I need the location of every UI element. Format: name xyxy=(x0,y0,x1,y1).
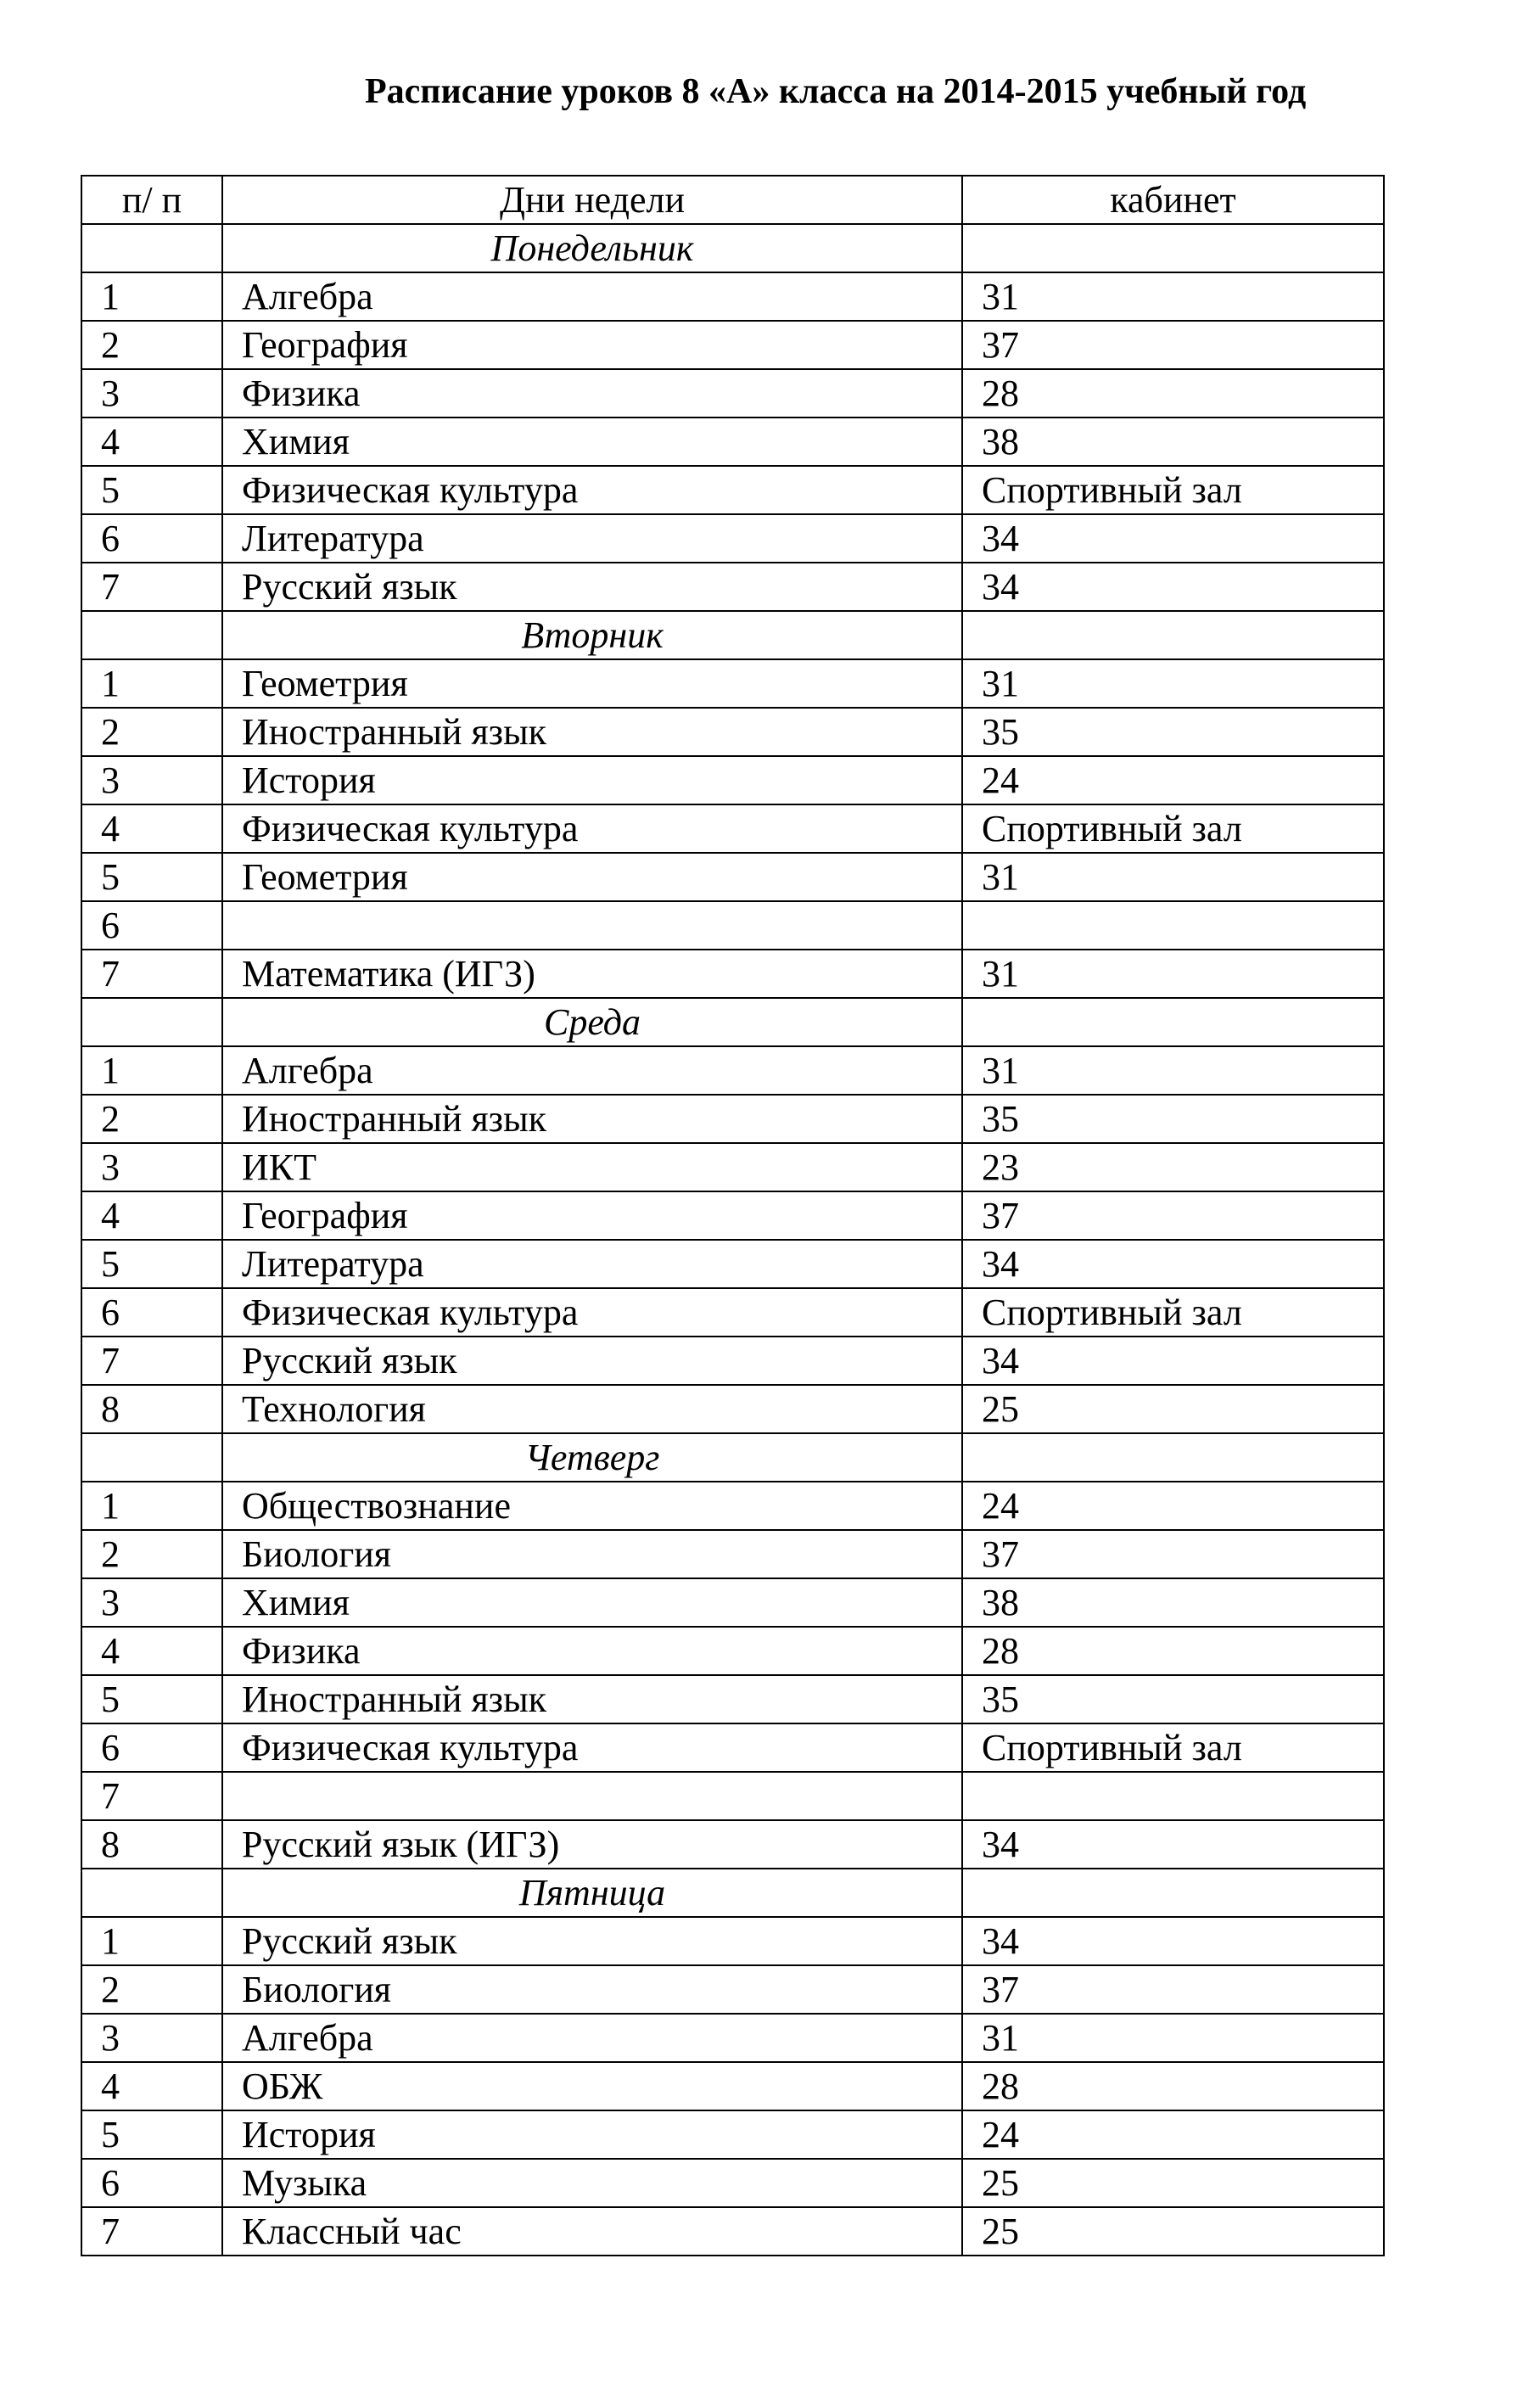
lesson-room: 34 xyxy=(962,563,1384,611)
lesson-number: 4 xyxy=(81,1627,222,1675)
schedule-body xyxy=(81,176,1384,2256)
lesson-subject: Биология xyxy=(222,1530,962,1578)
lesson-number: 5 xyxy=(81,1675,222,1723)
lesson-row xyxy=(81,321,1384,369)
lesson-room: 28 xyxy=(962,369,1384,418)
lesson-number: 6 xyxy=(81,901,222,950)
header-row xyxy=(81,176,1384,224)
lesson-number: 5 xyxy=(81,853,222,901)
lesson-number: 4 xyxy=(81,418,222,466)
header-num: п/ п xyxy=(81,176,222,224)
lesson-row xyxy=(81,1143,1384,1191)
lesson-subject: Литература xyxy=(222,514,962,563)
lesson-room xyxy=(962,1772,1384,1820)
lesson-room: 31 xyxy=(962,1046,1384,1095)
lesson-row xyxy=(81,756,1384,804)
lesson-subject: Музыка xyxy=(222,2159,962,2207)
lesson-row xyxy=(81,1627,1384,1675)
lesson-number: 4 xyxy=(81,1191,222,1240)
day-row xyxy=(81,998,1384,1046)
lesson-row xyxy=(81,1191,1384,1240)
lesson-subject: Геометрия xyxy=(222,853,962,901)
lesson-number: 3 xyxy=(81,1143,222,1191)
lesson-subject: Алгебра xyxy=(222,2014,962,2062)
day-room-cell xyxy=(962,1869,1384,1917)
lesson-subject: Литература xyxy=(222,1240,962,1288)
lesson-room: 25 xyxy=(962,2207,1384,2256)
lesson-row xyxy=(81,1046,1384,1095)
lesson-room: 34 xyxy=(962,1240,1384,1288)
lesson-row xyxy=(81,1288,1384,1337)
lesson-room: 24 xyxy=(962,2110,1384,2159)
schedule-table xyxy=(81,175,1385,2256)
lesson-subject: Математика (ИГЗ) xyxy=(222,950,962,998)
lesson-number: 7 xyxy=(81,1337,222,1385)
lesson-row xyxy=(81,1772,1384,1820)
lesson-row xyxy=(81,1240,1384,1288)
lesson-row xyxy=(81,418,1384,466)
lesson-number: 1 xyxy=(81,272,222,321)
lesson-room: 37 xyxy=(962,1965,1384,2014)
day-room-cell xyxy=(962,224,1384,272)
lesson-room: 24 xyxy=(962,756,1384,804)
lesson-number: 3 xyxy=(81,756,222,804)
lesson-number: 2 xyxy=(81,1095,222,1143)
lesson-number: 5 xyxy=(81,1240,222,1288)
lesson-room: 28 xyxy=(962,1627,1384,1675)
lesson-room: 34 xyxy=(962,1917,1384,1965)
day-room-cell xyxy=(962,998,1384,1046)
lesson-number: 6 xyxy=(81,2159,222,2207)
lesson-room: 31 xyxy=(962,659,1384,708)
lesson-number: 2 xyxy=(81,708,222,756)
day-row xyxy=(81,224,1384,272)
day-room-cell xyxy=(962,1433,1384,1482)
lesson-number: 4 xyxy=(81,804,222,853)
lesson-room: 25 xyxy=(962,1385,1384,1433)
lesson-room: 31 xyxy=(962,950,1384,998)
lesson-number: 3 xyxy=(81,1578,222,1627)
day-num-cell xyxy=(81,611,222,659)
lesson-room: 34 xyxy=(962,514,1384,563)
lesson-number: 1 xyxy=(81,659,222,708)
lesson-subject: История xyxy=(222,2110,962,2159)
lesson-subject: Физика xyxy=(222,1627,962,1675)
lesson-room: 31 xyxy=(962,853,1384,901)
lesson-room: 31 xyxy=(962,2014,1384,2062)
lesson-subject xyxy=(222,901,962,950)
lesson-number: 7 xyxy=(81,2207,222,2256)
lesson-room: 31 xyxy=(962,272,1384,321)
lesson-room: 35 xyxy=(962,708,1384,756)
lesson-number: 5 xyxy=(81,2110,222,2159)
lesson-subject: Физическая культура xyxy=(222,466,962,514)
lesson-number: 1 xyxy=(81,1917,222,1965)
lesson-number: 1 xyxy=(81,1046,222,1095)
lesson-room: 28 xyxy=(962,2062,1384,2110)
day-name: Понедельник xyxy=(222,224,962,272)
lesson-subject: ИКТ xyxy=(222,1143,962,1191)
lesson-row xyxy=(81,1820,1384,1869)
lesson-subject: История xyxy=(222,756,962,804)
lesson-row xyxy=(81,804,1384,853)
lesson-row xyxy=(81,901,1384,950)
lesson-room: 24 xyxy=(962,1482,1384,1530)
lesson-subject: Русский язык xyxy=(222,1917,962,1965)
lesson-room: Спортивный зал xyxy=(962,1288,1384,1337)
day-name: Среда xyxy=(222,998,962,1046)
lesson-subject: Физическая культура xyxy=(222,1288,962,1337)
lesson-room: 23 xyxy=(962,1143,1384,1191)
lesson-number: 1 xyxy=(81,1482,222,1530)
lesson-subject: Алгебра xyxy=(222,272,962,321)
lesson-row xyxy=(81,1578,1384,1627)
lesson-subject: Биология xyxy=(222,1965,962,2014)
lesson-number: 2 xyxy=(81,321,222,369)
lesson-subject: Русский язык (ИГЗ) xyxy=(222,1820,962,1869)
lesson-number: 6 xyxy=(81,514,222,563)
lesson-number: 6 xyxy=(81,1723,222,1772)
lesson-subject: ОБЖ xyxy=(222,2062,962,2110)
day-num-cell xyxy=(81,224,222,272)
day-name: Четверг xyxy=(222,1433,962,1482)
lesson-subject: Физическая культура xyxy=(222,1723,962,1772)
lesson-row xyxy=(81,2159,1384,2207)
day-row xyxy=(81,1433,1384,1482)
lesson-room xyxy=(962,901,1384,950)
lesson-number: 5 xyxy=(81,466,222,514)
day-row xyxy=(81,611,1384,659)
lesson-subject: Алгебра xyxy=(222,1046,962,1095)
header-room: кабинет xyxy=(962,176,1384,224)
lesson-room: 25 xyxy=(962,2159,1384,2207)
lesson-subject xyxy=(222,1772,962,1820)
lesson-subject: Геометрия xyxy=(222,659,962,708)
lesson-row xyxy=(81,1337,1384,1385)
lesson-row xyxy=(81,2014,1384,2062)
lesson-row xyxy=(81,1723,1384,1772)
lesson-subject: География xyxy=(222,321,962,369)
lesson-subject: Иностранный язык xyxy=(222,1675,962,1723)
lesson-row xyxy=(81,514,1384,563)
day-name: Вторник xyxy=(222,611,962,659)
lesson-room: Спортивный зал xyxy=(962,466,1384,514)
lesson-row xyxy=(81,708,1384,756)
lesson-row xyxy=(81,659,1384,708)
lesson-row xyxy=(81,1530,1384,1578)
lesson-subject: Физическая культура xyxy=(222,804,962,853)
lesson-room: 37 xyxy=(962,1530,1384,1578)
lesson-row xyxy=(81,2110,1384,2159)
lesson-subject: Физика xyxy=(222,369,962,418)
lesson-room: 38 xyxy=(962,418,1384,466)
lesson-room: Спортивный зал xyxy=(962,804,1384,853)
lesson-room: 34 xyxy=(962,1337,1384,1385)
lesson-number: 8 xyxy=(81,1820,222,1869)
lesson-subject: Обществознание xyxy=(222,1482,962,1530)
lesson-row xyxy=(81,272,1384,321)
lesson-subject: Химия xyxy=(222,1578,962,1627)
lesson-number: 3 xyxy=(81,369,222,418)
lesson-number: 7 xyxy=(81,1772,222,1820)
page-title: Расписание уроков 8 «А» класса на 2014-2015 учебный год xyxy=(365,72,1307,111)
day-num-cell xyxy=(81,1433,222,1482)
lesson-row xyxy=(81,1917,1384,1965)
lesson-subject: Иностранный язык xyxy=(222,1095,962,1143)
day-room-cell xyxy=(962,611,1384,659)
lesson-subject: Технология xyxy=(222,1385,962,1433)
lesson-subject: Классный час xyxy=(222,2207,962,2256)
lesson-row xyxy=(81,2062,1384,2110)
lesson-row xyxy=(81,950,1384,998)
lesson-room: 35 xyxy=(962,1675,1384,1723)
lesson-room: 34 xyxy=(962,1820,1384,1869)
lesson-number: 4 xyxy=(81,2062,222,2110)
lesson-number: 3 xyxy=(81,2014,222,2062)
lesson-number: 7 xyxy=(81,950,222,998)
header-day: Дни недели xyxy=(222,176,962,224)
lesson-row xyxy=(81,563,1384,611)
day-num-cell xyxy=(81,1869,222,1917)
lesson-subject: Русский язык xyxy=(222,1337,962,1385)
lesson-row xyxy=(81,1482,1384,1530)
lesson-row xyxy=(81,1675,1384,1723)
lesson-row xyxy=(81,369,1384,418)
lesson-number: 7 xyxy=(81,563,222,611)
lesson-room: 37 xyxy=(962,321,1384,369)
day-row xyxy=(81,1869,1384,1917)
lesson-room: 38 xyxy=(962,1578,1384,1627)
lesson-row xyxy=(81,853,1384,901)
lesson-number: 2 xyxy=(81,1530,222,1578)
lesson-row xyxy=(81,1965,1384,2014)
lesson-room: Спортивный зал xyxy=(962,1723,1384,1772)
lesson-room: 37 xyxy=(962,1191,1384,1240)
lesson-row xyxy=(81,2207,1384,2256)
lesson-room: 35 xyxy=(962,1095,1384,1143)
lesson-subject: География xyxy=(222,1191,962,1240)
day-num-cell xyxy=(81,998,222,1046)
day-name: Пятница xyxy=(222,1869,962,1917)
lesson-subject: Химия xyxy=(222,418,962,466)
lesson-subject: Русский язык xyxy=(222,563,962,611)
lesson-row xyxy=(81,466,1384,514)
lesson-row xyxy=(81,1385,1384,1433)
lesson-number: 2 xyxy=(81,1965,222,2014)
lesson-row xyxy=(81,1095,1384,1143)
lesson-number: 6 xyxy=(81,1288,222,1337)
lesson-subject: Иностранный язык xyxy=(222,708,962,756)
lesson-number: 8 xyxy=(81,1385,222,1433)
